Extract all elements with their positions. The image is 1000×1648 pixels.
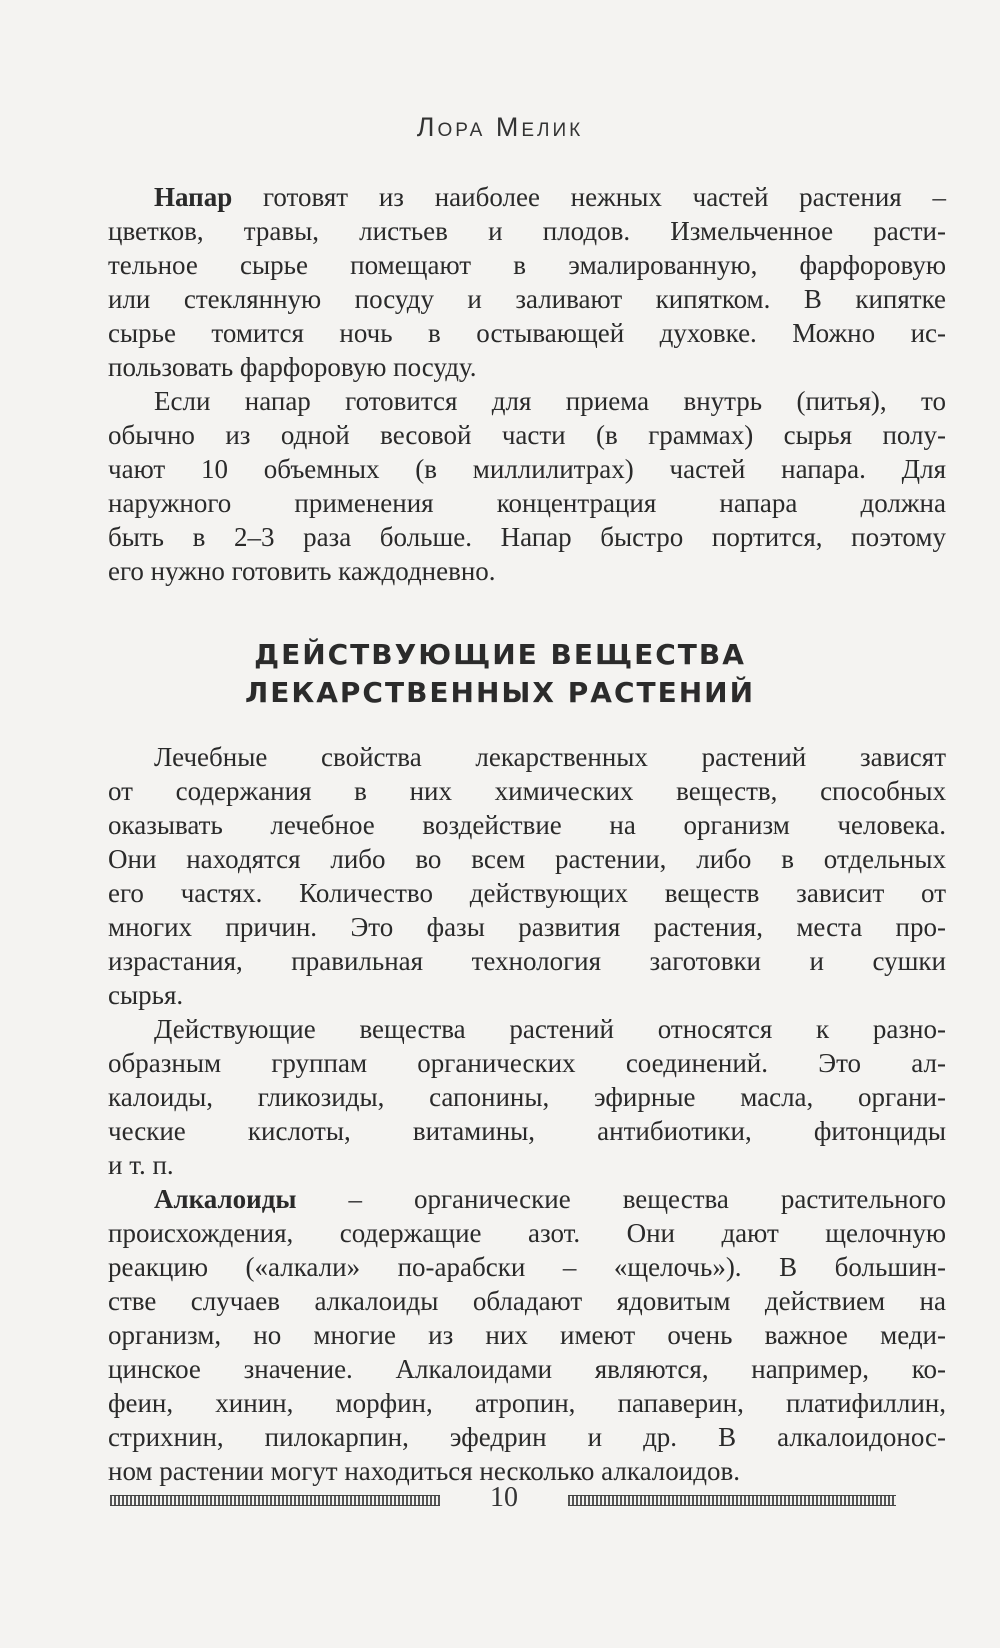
heading-line-2: ЛЕКАРСТВЕННЫХ РАСТЕНИЙ xyxy=(244,676,756,709)
text-line: тельное сырье помещают в эмалированную, фарфоровую xyxy=(108,250,946,280)
text-line: стве случаев алкалоиды обладают ядовитым действием на xyxy=(108,1286,946,1316)
text-line: многих причин. Это фазы развития растения, места про- xyxy=(108,912,946,942)
text-line: Действующие вещества растений относятся к разно- xyxy=(154,1014,946,1044)
line-text: – органические вещества растительного xyxy=(296,1184,946,1214)
line-text: готовят из наиболее нежных частей растения – xyxy=(232,182,946,212)
footer-rule-right xyxy=(568,1495,896,1506)
text-line: оказывать лечебное воздействие на организм человека. xyxy=(108,810,946,840)
text-line: сырье томится ночь в остывающей духовке. Можно ис- xyxy=(108,318,946,348)
text-line: цветков, травы, листьев и плодов. Измельченное расти- xyxy=(108,216,946,246)
page-number: 10 xyxy=(490,1482,518,1513)
text-line: феин, хинин, морфин, атропин, папаверин, платифиллин, xyxy=(108,1388,946,1418)
text-line: быть в 2–3 раза больше. Напар быстро портится, поэтому xyxy=(108,522,946,552)
text-line: стрихнин, пилокарпин, эфедрин и др. В алкалоидонос- xyxy=(108,1422,946,1452)
footer-rule-left xyxy=(110,1495,440,1506)
text-line: пользовать фарфоровую посуду. xyxy=(108,352,477,382)
running-head: Лора Мелик xyxy=(416,112,584,142)
text-line: и т. п. xyxy=(108,1150,174,1180)
text-line: наружного применения концентрация напара должна xyxy=(108,488,946,518)
text-line: Если напар готовится для приема внутрь (питья), то xyxy=(154,386,946,416)
term-bold: Напар xyxy=(154,182,233,212)
text-line: Лечебные свойства лекарственных растений зависят xyxy=(154,742,946,772)
text-line: происхождения, содержащие азот. Они дают щелочную xyxy=(108,1218,946,1248)
text-line: израстания, правильная технология заготовки и сушки xyxy=(108,946,946,976)
text-line: ном растении могут находиться несколько алкалоидов. xyxy=(108,1456,740,1486)
text-line xyxy=(108,1182,946,1216)
text-line: организм, но многие из них имеют очень важное меди- xyxy=(108,1320,946,1350)
text-line: реакцию («алкали» по-арабски – «щелочь»). В большин- xyxy=(108,1252,946,1282)
heading-line-1: ДЕЙСТВУЮЩИЕ ВЕЩЕСТВА xyxy=(254,638,746,671)
text-line xyxy=(108,180,946,214)
paragraph-block-active xyxy=(108,740,946,1488)
text-line: его частях. Количество действующих веществ зависит от xyxy=(108,878,946,908)
term-bold: Алкалоиды xyxy=(154,1184,297,1214)
text-line: или стеклянную посуду и заливают кипятком. В кипятке xyxy=(108,284,946,314)
text-line: цинское значение. Алкалоидами являются, например, ко- xyxy=(108,1354,946,1384)
section-heading xyxy=(0,636,1000,712)
text-line: чают 10 объемных (в миллилитрах) частей напара. Для xyxy=(108,454,946,484)
text-line: от содержания в них химических веществ, способных xyxy=(108,776,946,806)
text-line: образным группам органических соединений. Это ал- xyxy=(108,1048,946,1078)
text-line: обычно из одной весовой части (в граммах) сырья полу- xyxy=(108,420,946,450)
text-line: ческие кислоты, витамины, антибиотики, фитонциды xyxy=(108,1116,946,1146)
text-line: Они находятся либо во всем растении, либо в отдельных xyxy=(108,844,946,874)
text-line: сырья. xyxy=(108,980,184,1010)
text-line: калоиды, гликозиды, сапонины, эфирные масла, органи- xyxy=(108,1082,946,1112)
paragraph-block-napar xyxy=(108,180,946,588)
text-line: его нужно готовить каждодневно. xyxy=(108,556,496,586)
